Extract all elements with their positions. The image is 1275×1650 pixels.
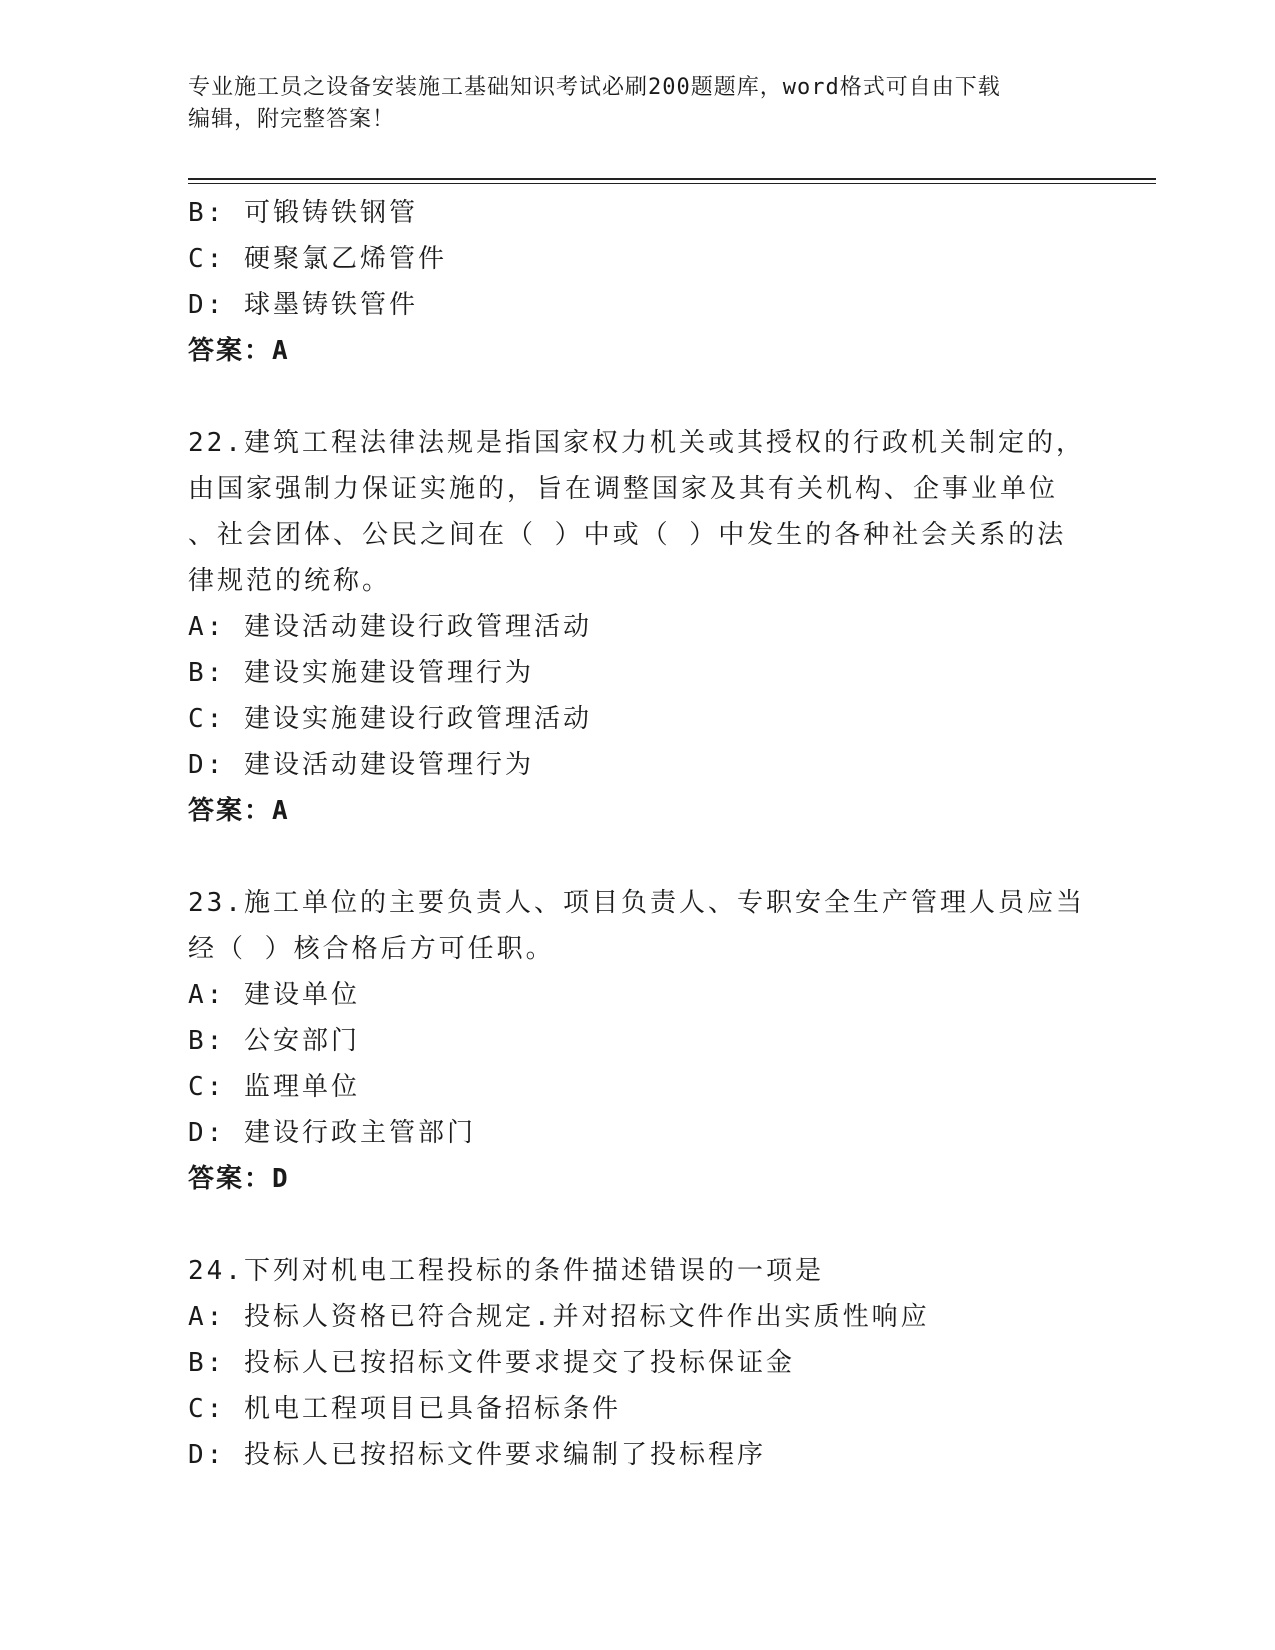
option-text: 投标人已按招标文件要求编制了投标程序 <box>243 1440 766 1470</box>
option-label: B <box>188 658 207 688</box>
answer-line: 答案：D <box>188 1164 290 1194</box>
option-text: 监理单位 <box>243 1072 360 1102</box>
option-b: B: 公安部门 <box>188 1026 360 1056</box>
option-text: 建设活动建设管理行为 <box>243 750 534 780</box>
document-header <box>188 72 1088 136</box>
option-text: 可锻铸铁钢管 <box>243 198 418 228</box>
question-stem-line: 、社会团体、公民之间在（ ）中或（ ）中发生的各种社会关系的法 <box>188 520 1067 550</box>
question-stem-line: 22.建筑工程法律法规是指国家权力机关或其授权的行政机关制定的， <box>188 428 1085 458</box>
option-label: D <box>188 750 207 780</box>
option-label: B <box>188 198 207 228</box>
option-label: A <box>188 1302 207 1332</box>
option-text: 机电工程项目已具备招标条件 <box>243 1394 621 1424</box>
option-label: D <box>188 1118 207 1148</box>
question-21-continued <box>188 190 1088 374</box>
answer-line: 答案：A <box>188 336 290 366</box>
header-line-1: 专业施工员之设备安装施工基础知识考试必刷200题题库，word格式可自由下载 <box>188 75 1001 100</box>
option-label: C <box>188 1394 207 1424</box>
option-text: 球墨铸铁管件 <box>243 290 418 320</box>
option-text: 投标人已按招标文件要求提交了投标保证金 <box>243 1348 795 1378</box>
question-22 <box>188 420 1088 834</box>
option-text: 建设活动建设行政管理活动 <box>243 612 592 642</box>
option-c: C: 硬聚氯乙烯管件 <box>188 244 447 274</box>
option-label: B <box>188 1026 207 1056</box>
option-d: D: 建设活动建设管理行为 <box>188 750 534 780</box>
option-text: 硬聚氯乙烯管件 <box>243 244 447 274</box>
option-b: B: 可锻铸铁钢管 <box>188 198 418 228</box>
option-b: B: 投标人已按招标文件要求提交了投标保证金 <box>188 1348 795 1378</box>
option-label: D <box>188 290 207 320</box>
option-text: 公安部门 <box>243 1026 360 1056</box>
question-23 <box>188 880 1088 1202</box>
option-a: A: 建设单位 <box>188 980 360 1010</box>
option-text: 投标人资格已符合规定.并对招标文件作出实质性响应 <box>243 1302 930 1332</box>
answer-line: 答案：A <box>188 796 290 826</box>
question-stem-line: 24.下列对机电工程投标的条件描述错误的一项是 <box>188 1256 824 1286</box>
header-divider <box>188 178 1156 184</box>
question-stem-line: 23.施工单位的主要负责人、项目负责人、专职安全生产管理人员应当 <box>188 888 1085 918</box>
option-a: A: 建设活动建设行政管理活动 <box>188 612 592 642</box>
question-stem-line: 律规范的统称。 <box>188 566 392 596</box>
option-text: 建设实施建设管理行为 <box>243 658 534 688</box>
option-label: C <box>188 244 207 274</box>
option-c: C: 建设实施建设行政管理活动 <box>188 704 592 734</box>
question-stem-line: 由国家强制力保证实施的，旨在调整国家及其有关机构、企事业单位 <box>188 474 1059 504</box>
option-d: D: 投标人已按招标文件要求编制了投标程序 <box>188 1440 766 1470</box>
option-label: A <box>188 980 207 1010</box>
option-text: 建设单位 <box>243 980 360 1010</box>
option-a: A: 投标人资格已符合规定.并对招标文件作出实质性响应 <box>188 1302 930 1332</box>
option-text: 建设行政主管部门 <box>243 1118 476 1148</box>
option-d: D: 球墨铸铁管件 <box>188 290 418 320</box>
question-content <box>188 190 1088 1478</box>
option-label: A <box>188 612 207 642</box>
option-label: C <box>188 1072 207 1102</box>
option-c: C: 监理单位 <box>188 1072 360 1102</box>
option-d: D: 建设行政主管部门 <box>188 1118 476 1148</box>
option-text: 建设实施建设行政管理活动 <box>243 704 592 734</box>
option-b: B: 建设实施建设管理行为 <box>188 658 534 688</box>
option-c: C: 机电工程项目已具备招标条件 <box>188 1394 621 1424</box>
header-line-2: 编辑，附完整答案！ <box>188 107 396 132</box>
option-label: B <box>188 1348 207 1378</box>
question-stem-line: 经（ ）核合格后方可任职。 <box>188 934 555 964</box>
option-label: C <box>188 704 207 734</box>
option-label: D <box>188 1440 207 1470</box>
question-24 <box>188 1248 1088 1478</box>
